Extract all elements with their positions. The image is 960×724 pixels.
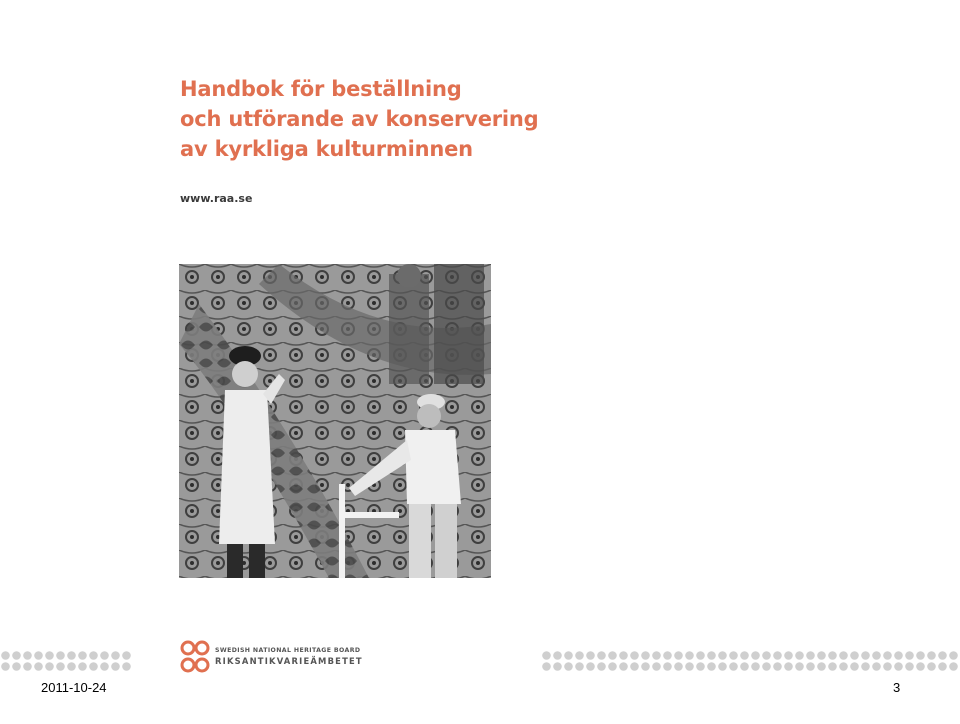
document-page [133,0,541,666]
document-url: www.raa.se [180,192,253,205]
footer-date: 2011-10-24 [41,680,107,695]
logo-line-1: SWEDISH NATIONAL HERITAGE BOARD [215,647,361,654]
page-number: 3 [893,680,901,695]
slide-left-margin [0,0,133,724]
title-line-3: av kyrkliga kulturminnen [180,137,473,161]
title-line-2: och utförande av konservering [180,107,539,131]
raa-logo-icon [179,640,211,674]
church-painting-photo [179,264,491,578]
logo-text [215,647,363,666]
photo-image [179,264,491,578]
document-title [180,74,539,164]
heritage-board-logo [179,640,379,674]
title-line-1: Handbok för beställning [180,77,462,101]
decorative-dot-strip-right [541,650,960,672]
decorative-dot-strip-left [0,650,133,672]
logo-line-2: RIKSANTIKVARIEÄMBETET [215,656,363,666]
